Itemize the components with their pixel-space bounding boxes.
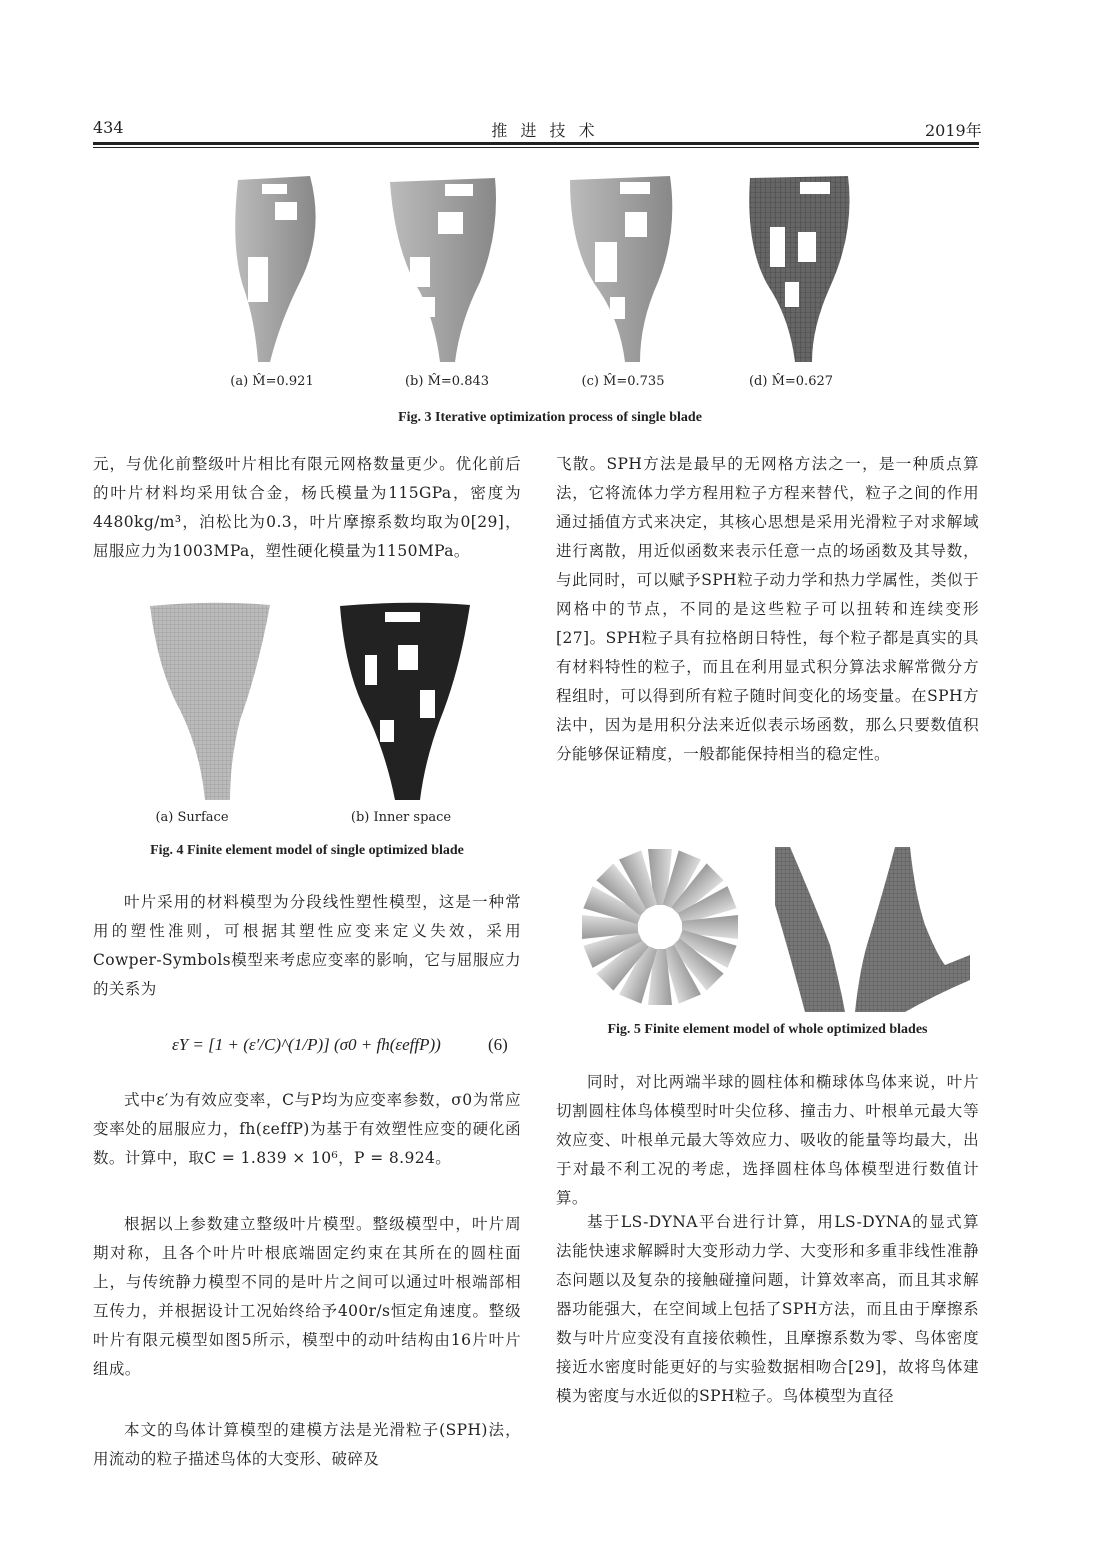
fig3a-subcaption: (a) M̂=0.921 (230, 374, 314, 389)
fig3d-blade (749, 176, 849, 362)
header-rule-thin (93, 147, 979, 148)
fig5a-whole-rotor (582, 849, 738, 1005)
left-paragraph-5: 本文的鸟体计算模型的建模方法是光滑粒子(SPH)法，用流动的粒子描述鸟体的大变形、破碎及 (93, 1421, 521, 1468)
fig3-images (200, 172, 900, 372)
fig4-images (130, 600, 510, 810)
left-paragraph-2: 叶片采用的材料模型为分段线性塑性模型，这是一种常用的塑性准则，可根据其塑性应变来定义失效，采用Cowper-Symbols模型来考虑应变率的影响，它与屈服应力的关系为 (93, 893, 521, 998)
fig5-caption: Fig. 5 Finite element model of whole optimized blades (607, 1022, 928, 1037)
fig5b-blade-closeup (775, 847, 970, 1012)
fig3b-subcaption: (b) M̂=0.843 (404, 374, 490, 389)
fig4a-surface (150, 603, 270, 800)
fig3c-subcaption: (c) M̂=0.735 (581, 374, 665, 389)
fig3a-blade (235, 176, 315, 362)
fig4b-inner-space (340, 603, 470, 800)
fig4-blades (130, 600, 510, 810)
fig5-models (565, 845, 970, 1015)
left-paragraph-1: 元，与优化前整级叶片相比有限元网格数量更少。优化前后的叶片材料均采用钛合金，杨氏模量为115GPa，密度为4480kg/m³，泊松比为0.3，叶片摩擦系数均取为0[29]，屈服应力为1003MPa，塑性硬化模量为1150MPa。 (93, 455, 521, 560)
equation-6: εY = [1 + (ε′/C)^(1/P)] (σ0 + fh(εeffP)) (172, 1035, 441, 1054)
fig4-caption: Fig. 4 Finite element model of single optimized blade (150, 843, 464, 858)
page-number: 434 (93, 118, 124, 137)
fig3d-subcaption: (d) M̂=0.627 (748, 374, 834, 389)
fig3-caption: Fig. 3 Iterative optimization process of single blade (398, 410, 702, 425)
left-paragraph-4: 根据以上参数建立整级叶片模型。整级模型中，叶片周期对称，且各个叶片叶根底端固定约束在其所在的圆柱面上，与传统静力模型不同的是叶片之间可以通过叶根端部相互传力，并根据设计工况始终给予400r/s恒定角速度。整级叶片有限元模型如图5所示，模型中的动叶结构由16片叶片组成。 (93, 1215, 521, 1378)
fig3c-blade (570, 176, 672, 362)
fig4a-subcaption: (a) Surface (155, 810, 229, 825)
fig3b-blade (390, 178, 496, 362)
right-paragraph-3: 基于LS-DYNA平台进行计算，用LS-DYNA的显式算法能快速求解瞬时大变形动力学、大变形和多重非线性准静态问题以及复杂的接触碰撞问题，计算效率高，而且其求解器功能强大，在空间域上包括了SPH方法，而且由于摩擦系数与叶片应变没有直接依赖性，且摩擦系数为零、鸟体密度接近水密度时能更好的与实验数据相吻合[29]，故将鸟体建模为密度与水近似的SPH粒子。鸟体模型为直径 (556, 1213, 979, 1405)
left-paragraph-3: 式中ε′为有效应变率，C与P均为应变率参数，σ0为常应变率处的屈服应力，fh(εeffP)为基于有效塑性应变的硬化函数。计算中，取C = 1.839 × 10⁶，P = 8.924。 (93, 1091, 521, 1167)
header-rule-thick (93, 142, 979, 145)
fig3-blades (200, 172, 900, 372)
equation-number: (6) (488, 1035, 508, 1054)
year: 2019年 (925, 121, 982, 140)
right-paragraph-1: 飞散。SPH方法是最早的无网格方法之一，是一种质点算法，它将流体力学方程用粒子方程来替代，粒子之间的作用通过插值方式来决定，其核心思想是采用光滑粒子对求解域进行离散，用近似函数来表示任意一点的场函数及其导数，与此同时，可以赋予SPH粒子动力学和热力学属性，类似于网格中的节点，不同的是这些粒子可以扭转和连续变形[27]。SPH粒子具有拉格朗日特性，每个粒子都是真实的具有材料特性的粒子，而且在利用显式积分算法求解常微分方程组时，可以得到所有粒子随时间变化的场变量。在SPH方法中，因为是用积分法来近似表示场函数，那么只要数值积分能够保证精度，一般都能保持相当的稳定性。 (556, 455, 979, 763)
fig4b-subcaption: (b) Inner space (350, 810, 452, 825)
journal-title: 推 进 技 术 (491, 121, 599, 140)
fig5-images (565, 845, 970, 1015)
right-paragraph-2: 同时，对比两端半球的圆柱体和椭球体鸟体来说，叶片切割圆柱体鸟体模型时叶尖位移、撞击力、叶根单元最大等效应变、叶根单元最大等效应力、吸收的能量等均最大，出于对最不利工况的考虑，选择圆柱体鸟体模型进行数值计算。 (556, 1073, 979, 1207)
